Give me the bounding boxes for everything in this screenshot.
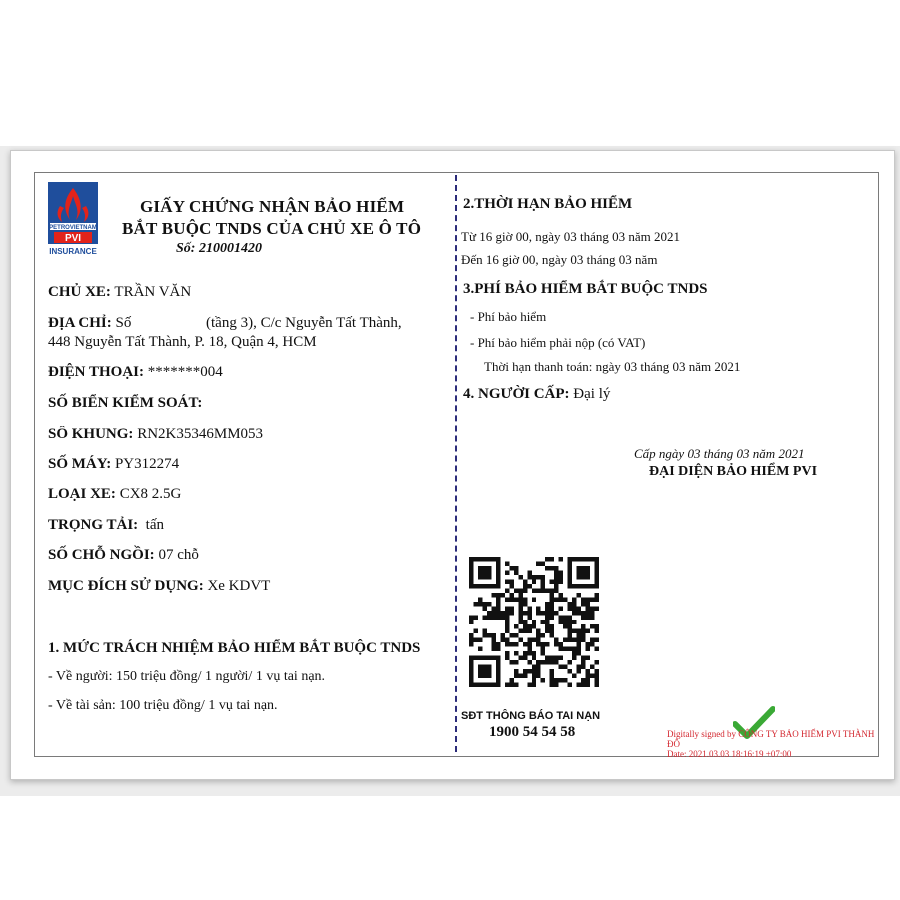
purpose-value: Xe KDVT (207, 578, 271, 594)
address-value-2: (tầng 3), C/c Nguyễn Tất Thành, (206, 315, 402, 331)
owner-label: CHỦ XE: (48, 284, 111, 300)
section4-label: 4. NGƯỜI CẤP: (463, 386, 570, 402)
column-divider (455, 175, 457, 752)
type-label: LOẠI XE: (48, 486, 116, 502)
section1-item2: - Về tài sản: 100 triệu đồng/ 1 vụ tai nạn. (48, 698, 278, 713)
seats-label: SỐ CHỖ NGỒI: (48, 547, 155, 563)
purpose-label: MỤC ĐÍCH SỬ DỤNG: (48, 578, 204, 594)
phone-row (48, 364, 223, 381)
signature-line-2: ĐÔ (667, 739, 680, 749)
signature-line-3: Date: 2021.03.03 18:16:19 +07:00 (667, 749, 792, 759)
section2-to: Đến 16 giờ 00, ngày 03 tháng 03 năm (461, 252, 658, 267)
logo-mid-text: PVI (64, 233, 82, 244)
section3-title: 3.PHÍ BẢO HIỂM BẮT BUỘC TNDS (463, 281, 708, 297)
engine-value: PY312274 (114, 456, 180, 472)
address-value-1: Số (115, 315, 132, 331)
section2-title: 2.THỜI HẠN BẢO HIỂM (463, 196, 633, 212)
load-label: TRỌNG TẢI: (48, 517, 139, 533)
chassis-value: RN2K35346MM053 (137, 426, 264, 442)
phone-label: ĐIỆN THOẠI: (48, 364, 144, 380)
hotline-label: SĐT THÔNG BÁO TAI NẠN (461, 710, 601, 722)
section4-value: Đại lý (573, 386, 611, 402)
chassis-row (48, 426, 424, 443)
section2-from: Từ 16 giờ 00, ngày 03 tháng 03 năm 2021 (461, 229, 681, 244)
title-line-2: BẮT BUỘC TNDS CỦA CHỦ XE Ô TÔ (122, 219, 422, 238)
load-row (48, 517, 164, 534)
type-row (48, 486, 181, 503)
signature-line-1: Digitally signed by CÔNG TY BẢO HIỂM PVI THÀNH (667, 729, 875, 739)
section3-item1: - Phí bảo hiểm (470, 309, 547, 324)
certificate-number: Số: 210001420 (176, 241, 262, 256)
section3-item2: - Phí bảo hiểm phải nộp (có VAT) (470, 335, 646, 350)
seats-row (48, 547, 199, 564)
section3-item3: Thời hạn thanh toán: ngày 03 tháng 03 năm 2021 (484, 359, 741, 374)
section1-item1: - Về người: 150 triệu đồng/ 1 người/ 1 vụ tai nạn. (48, 669, 326, 684)
load-value: tấn (145, 517, 164, 533)
pvi-logo (48, 182, 98, 256)
owner-value: TRẦN VĂN (114, 284, 192, 300)
section1-title: 1. MỨC TRÁCH NHIỆM BẢO HIỂM BẮT BUỘC TNDS (48, 640, 421, 656)
issuer-representative: ĐẠI DIỆN BẢO HIỂM PVI (649, 464, 818, 479)
chassis-label: SỐ KHUNG: (48, 426, 134, 442)
address-row (48, 315, 131, 332)
logo-top-text: PETROVIETNAM (49, 225, 97, 231)
engine-row (48, 456, 179, 473)
phone-value: *******004 (147, 364, 223, 380)
seats-value: 07 chỗ (158, 547, 199, 563)
engine-label: SỐ MÁY: (48, 456, 112, 472)
purpose-row (48, 578, 270, 595)
logo-bottom-text: INSURANCE (49, 247, 97, 256)
address-label: ĐỊA CHỈ: (48, 315, 112, 331)
hotline-number: 1900 54 54 58 (489, 724, 576, 740)
section4-row (463, 386, 610, 403)
issue-date: Cấp ngày 03 tháng 03 năm 2021 (634, 446, 805, 461)
qr-code (469, 557, 599, 687)
title-line-1: GIẤY CHỨNG NHẬN BẢO HIỂM (140, 197, 405, 216)
type-value: CX8 2.5G (119, 486, 182, 502)
plate-label: SỐ BIỂN KIỂM SOÁT: (48, 395, 203, 411)
address-line-2: 448 Nguyễn Tất Thành, P. 18, Quận 4, HCM (48, 334, 317, 350)
owner-row (48, 284, 191, 301)
